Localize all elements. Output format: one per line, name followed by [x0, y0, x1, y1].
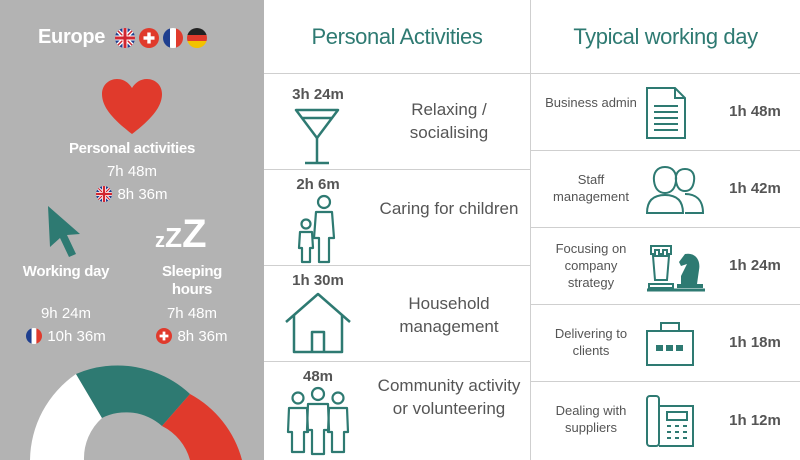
task-name: Staff management: [553, 172, 629, 204]
task-time: 1h 42m: [729, 180, 781, 197]
cursor-arrow-icon: [46, 204, 86, 260]
working-day-label: Working day: [22, 263, 110, 280]
cocktail-glass-icon: [294, 108, 340, 166]
day-split-gauge: [0, 360, 264, 460]
task-row-delivering-clients: [531, 305, 800, 382]
france-flag-icon: [26, 328, 42, 344]
task-name: Delivering to clients: [554, 326, 628, 358]
house-icon: [284, 292, 352, 354]
sleeping-hours-label: Sleeping hours: [161, 263, 223, 298]
switzerland-flag-icon: [156, 328, 172, 344]
sleep-zzz-icon: zZZ: [155, 212, 207, 256]
uk-flag-icon: [96, 186, 112, 202]
group-people-icon: [286, 386, 350, 456]
staff-people-icon: [645, 163, 705, 215]
task-time: 1h 18m: [729, 334, 781, 351]
activity-time: 48m: [302, 368, 334, 385]
activity-time: 1h 30m: [292, 272, 344, 289]
personal-activities-label: Personal activities: [68, 140, 196, 157]
task-name: Dealing with suppliers: [555, 403, 627, 435]
personal-activities-value: 7h 48m: [106, 163, 158, 180]
typical-working-day-title: Typical working day: [531, 0, 800, 74]
uk-flag-icon: [115, 28, 135, 48]
task-name: Business admin: [545, 95, 637, 110]
activity-row-caring: [264, 170, 531, 266]
briefcase-icon: [645, 319, 695, 367]
chess-pieces-icon: [645, 240, 707, 292]
activity-row-relaxing: [264, 74, 531, 170]
region-title: Europe: [38, 26, 106, 48]
europe-summary-panel: [0, 0, 264, 460]
sleeping-hours-switzerland: [140, 328, 244, 345]
task-row-business-admin: [531, 74, 800, 151]
activity-row-household: [264, 266, 531, 362]
personal-activities-title: Personal Activities: [264, 0, 530, 74]
document-icon: [645, 86, 687, 140]
activity-row-community: [264, 362, 531, 460]
task-time: 1h 48m: [729, 103, 781, 120]
switzerland-flag-icon: [139, 28, 159, 48]
heart-icon: [101, 78, 163, 136]
germany-flag-icon: [187, 28, 207, 48]
working-day-france-value: 10h 36m: [47, 328, 106, 345]
task-row-company-strategy: [531, 228, 800, 305]
task-time: 1h 12m: [729, 412, 781, 429]
personal-activities-uk-value: 8h 36m: [117, 186, 168, 203]
sleeping-hours-switzerland-value: 8h 36m: [177, 328, 228, 345]
task-row-staff-management: [531, 151, 800, 228]
task-row-dealing-suppliers: [531, 382, 800, 460]
working-day-france: [14, 328, 118, 345]
sleeping-hours-value: 7h 48m: [166, 305, 218, 322]
parent-child-icon: [296, 194, 338, 264]
personal-activities-column: [264, 0, 531, 460]
working-day-value: 9h 24m: [40, 305, 92, 322]
telephone-icon: [645, 392, 697, 450]
activity-name: Caring for children: [379, 199, 519, 218]
activity-name: Relaxing / socialising: [409, 100, 489, 142]
typical-working-day-column: [531, 0, 800, 460]
france-flag-icon: [163, 28, 183, 48]
activity-name: Community activity or volunteering: [377, 376, 521, 418]
activity-name: Household management: [399, 294, 499, 336]
region-header: [38, 26, 211, 49]
task-name: Focusing on company strategy: [555, 241, 627, 290]
activity-time: 3h 24m: [292, 86, 344, 103]
activity-time: 2h 6m: [296, 176, 340, 193]
personal-activities-uk: [0, 186, 264, 203]
task-time: 1h 24m: [729, 257, 781, 274]
